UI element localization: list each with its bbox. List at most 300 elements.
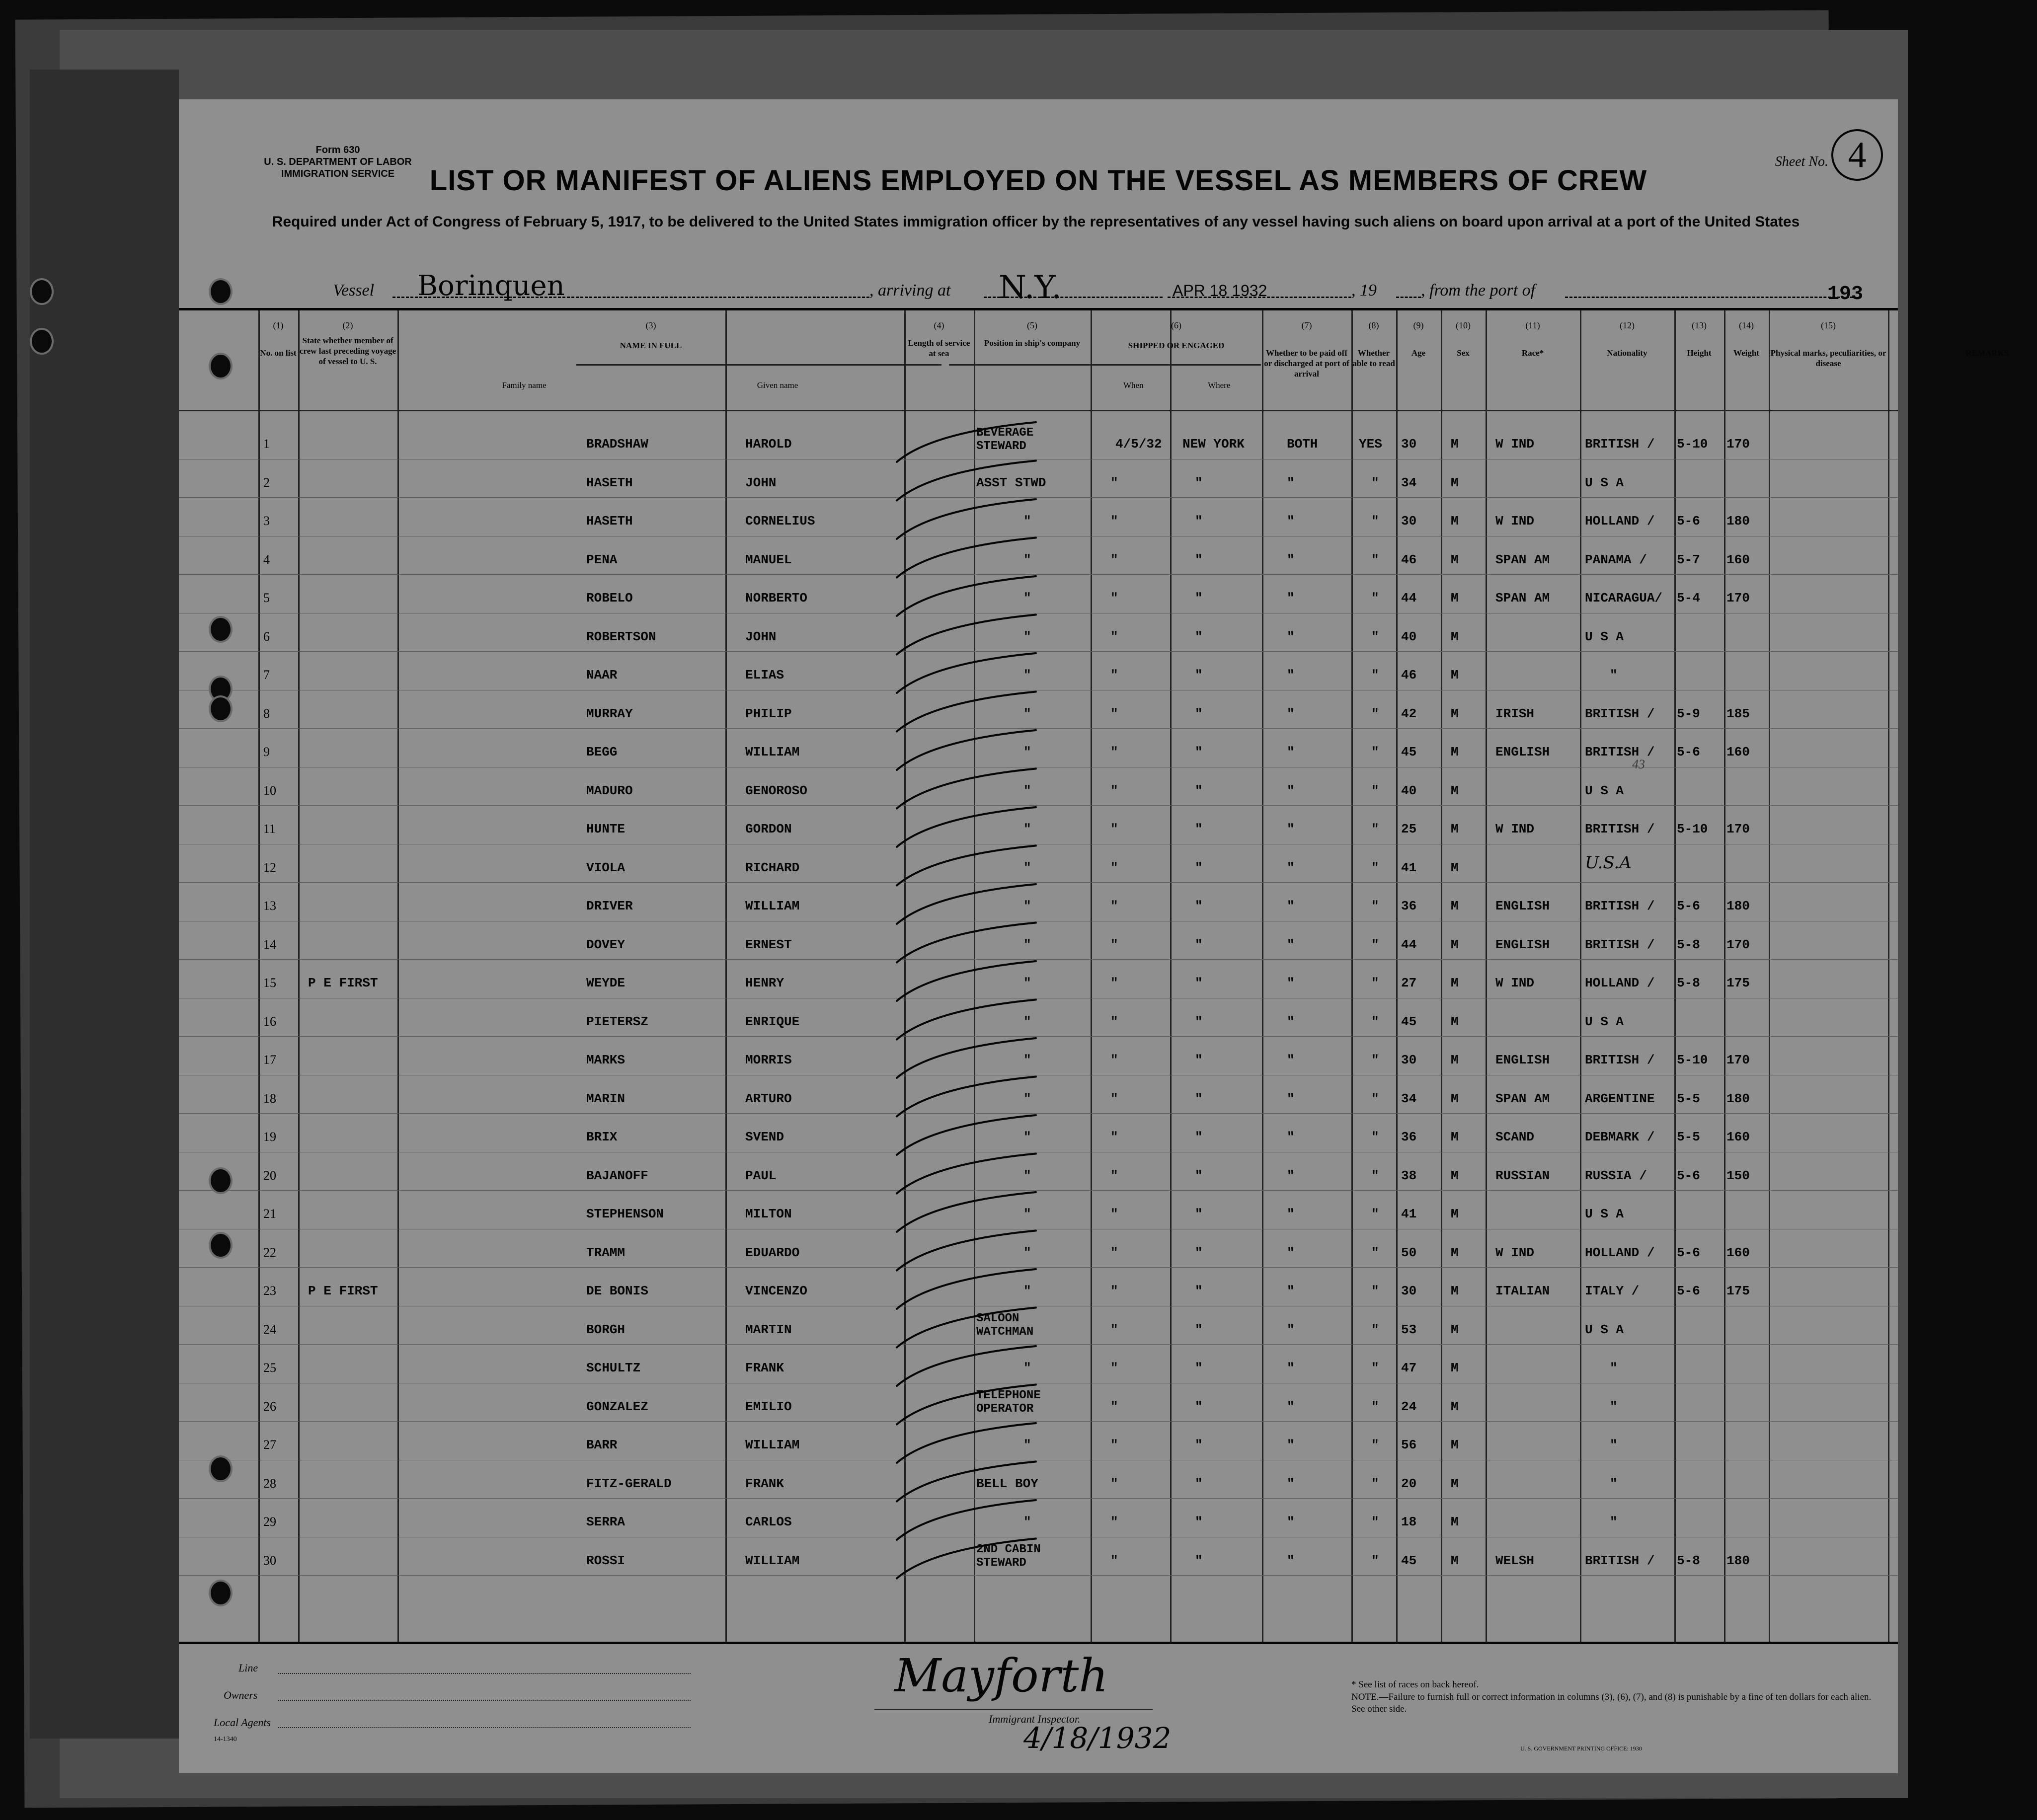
cell-when: " [1110,1130,1118,1144]
page-title: LIST OR MANIFEST OF ALIENS EMPLOYED ON THE VESSEL AS MEMBERS OF CREW [429,164,1647,197]
vessel-name: Borinquen [417,270,565,302]
cell-paid: " [1287,475,1295,490]
cell-age: 45 [1401,1553,1417,1568]
service-name: IMMIGRATION SERVICE [281,168,395,179]
cell-when: " [1110,1014,1118,1029]
cell-sex: M [1451,1168,1459,1183]
cell-family: BAJANOFF [586,1168,648,1183]
cell-read: " [1371,937,1379,952]
cell-no: 6 [263,629,270,644]
cell-nationality: ARGENTINE [1585,1091,1655,1106]
cell-read: " [1371,1361,1379,1375]
cell-weight: 180 [1726,1091,1750,1106]
cell-age: 47 [1401,1361,1417,1375]
cell-position: " [1023,668,1031,682]
cell-nationality: U S A [1585,783,1624,798]
column-subheader: Family name [502,380,547,390]
cell-family: BEGG [586,745,618,759]
cell-family: PIETERSZ [586,1014,648,1029]
cell-sex: M [1451,437,1459,452]
cell-family: VIOLA [586,860,626,875]
column-number: (9) [1413,320,1424,330]
cell-nationality: " [1610,1361,1618,1375]
cell-nationality: BRITISH / [1585,745,1655,759]
pen-stroke [897,961,1036,1001]
cell-where: " [1195,1053,1203,1067]
cell-no: 16 [263,1014,276,1029]
cell-when: " [1110,706,1118,721]
vessel-label: Vessel [333,281,375,300]
cell-paid: " [1287,629,1295,644]
cell-where: " [1195,1322,1203,1337]
cell-age: 44 [1401,591,1417,606]
cell-sex: M [1451,668,1459,682]
cell-paid: " [1287,1361,1295,1375]
from-port-underline [1565,297,1853,298]
cell-paid: " [1287,745,1295,759]
cell-nationality: NICARAGUA/ [1585,591,1663,606]
cell-family: SERRA [586,1515,626,1529]
cell-given: EMILIO [745,1399,792,1414]
cell-no: 30 [263,1553,276,1568]
cell-height: 5-9 [1677,706,1700,721]
date-stamp: APR 18 1932 [1173,282,1267,300]
cell-age: 53 [1401,1322,1417,1337]
cell-given: GORDON [745,822,792,836]
cell-height: 5-10 [1677,1053,1708,1067]
cell-family: BRADSHAW [586,437,648,452]
cell-given: FRANK [745,1476,784,1491]
punch-hole [209,1232,233,1259]
cell-paid: " [1287,591,1295,606]
cell-weight: 175 [1726,1284,1750,1298]
cell-race: W IND [1495,976,1535,990]
cell-height: 5-6 [1677,1284,1700,1298]
column-header: SHIPPED OR ENGAGED [1128,341,1225,350]
cell-paid: " [1287,1207,1295,1221]
cell-where: " [1195,1284,1203,1298]
cell-sex: M [1451,475,1459,490]
cell-where: " [1195,860,1203,875]
punch-hole [209,353,233,379]
punch-hole [209,695,233,722]
column-divider [725,310,727,1642]
cell-paid: " [1287,1014,1295,1029]
cell-race: W IND [1495,822,1535,836]
cell-height: 5-8 [1677,1553,1700,1568]
cell-family: HASETH [586,514,633,529]
cell-family: MARKS [586,1053,626,1067]
inspector-label: Immigrant Inspector. [989,1713,1081,1725]
cell-sex: M [1451,860,1459,875]
cell-family: TRAMM [586,1245,626,1260]
cell-no: 21 [263,1207,276,1221]
cell-race: SCAND [1495,1130,1535,1144]
cell-when: 4/5/32 [1115,437,1162,452]
cell-where: " [1195,1553,1203,1568]
cell-read: YES [1359,437,1382,452]
cell-when: " [1110,1091,1118,1106]
cell-race: IRISH [1495,706,1535,721]
pen-stroke [897,538,1036,578]
cell-family: BORGH [586,1322,626,1337]
cell-sex: M [1451,1284,1459,1298]
owners-dotted [278,1700,691,1701]
local-agents-label: Local Agents [214,1716,271,1729]
cell-when: " [1110,514,1118,529]
cell-where: " [1195,552,1203,567]
cell-read: " [1371,706,1379,721]
cell-where: " [1195,706,1203,721]
cell-position: " [1023,1053,1031,1067]
cell-paid: " [1287,976,1295,990]
cell-given: CORNELIUS [745,514,815,529]
cell-sex: M [1451,1399,1459,1414]
cell-position: " [1023,1438,1031,1452]
cell-paid: " [1287,860,1295,875]
cell-where: " [1195,1438,1203,1452]
cell-paid: " [1287,668,1295,682]
cell-read: " [1371,1091,1379,1106]
punch-hole [209,616,233,643]
cell-family: STEPHENSON [586,1207,664,1221]
form-code: 14-1340 [214,1736,237,1743]
cell-family: BRIX [586,1130,618,1144]
cell-position: 2ND CABIN STEWARD [976,1542,1041,1570]
left-page-strip [30,70,179,1739]
cell-nationality: U S A [1585,629,1624,644]
cell-race: ENGLISH [1495,1053,1550,1067]
cell-where: " [1195,1207,1203,1221]
column-header: Sex [1457,348,1470,358]
cell-height: 5-7 [1677,552,1700,567]
cell-read: " [1371,1515,1379,1529]
cell-read: " [1371,475,1379,490]
signature-line [874,1709,1153,1710]
cell-when: " [1110,1476,1118,1491]
cell-age: 41 [1401,1207,1417,1221]
arriving-port: N.Y. [999,269,1062,306]
cell-weight: 170 [1726,591,1750,606]
cell-family: ROBELO [586,591,633,606]
cell-given: EDUARDO [745,1245,800,1260]
pen-stroke [897,769,1036,809]
cell-sex: M [1451,1438,1459,1452]
cell-nationality: U S A [1585,1322,1624,1337]
cell-given: ELIAS [745,668,784,682]
column-divider [397,310,399,1642]
cell-when: " [1110,1438,1118,1452]
column-number: (5) [1027,320,1037,330]
cell-sex: M [1451,1245,1459,1260]
cell-sex: M [1451,1053,1459,1067]
column-header: Length of service at sea [908,338,970,358]
cell-position: " [1023,706,1031,721]
column-divider [1351,310,1353,1642]
cell-where: " [1195,1515,1203,1529]
cell-given: MARTIN [745,1322,792,1337]
cell-paid: " [1287,822,1295,836]
column-divider [1486,310,1487,1642]
cell-no: 1 [263,437,270,451]
cell-no: 3 [263,514,270,528]
form-number: Form 630 [315,145,360,155]
cell-no: 24 [263,1322,276,1337]
cell-no: 9 [263,745,270,759]
cell-nationality: U S A [1585,1014,1624,1029]
column-number: (12) [1620,320,1635,330]
cell-position: " [1023,1284,1031,1298]
cell-read: " [1371,1168,1379,1183]
cell-where: " [1195,937,1203,952]
cell-where: " [1195,1091,1203,1106]
column-number: (13) [1692,320,1707,330]
cell-given: CARLOS [745,1515,792,1529]
cell-read: " [1371,822,1379,836]
cell-position: " [1023,745,1031,759]
cell-position: " [1023,899,1031,913]
cell-race: W IND [1495,437,1535,452]
cell-race: SPAN AM [1495,1091,1550,1106]
sheet-number: 4 [1831,129,1883,181]
cell-age: 18 [1401,1515,1417,1529]
cell-position: BELL BOY [976,1476,1038,1491]
year-underline [1396,297,1421,298]
column-number: (4) [934,320,944,330]
cell-when: " [1110,1361,1118,1375]
cell-age: 41 [1401,860,1417,875]
column-divider [1170,310,1172,1642]
cell-paid: " [1287,1515,1295,1529]
cell-weight: 170 [1726,1053,1750,1067]
column-divider [1674,310,1676,1642]
cell-where: " [1195,1245,1203,1260]
pen-stroke [897,1077,1036,1117]
column-divider [1769,310,1770,1642]
cell-when: " [1110,1245,1118,1260]
inspector-signature: Mayforth [894,1649,1108,1702]
cell-position: " [1023,1014,1031,1029]
cell-when: " [1110,668,1118,682]
pen-stroke [897,884,1036,924]
cell-weight: 170 [1726,437,1750,452]
cell-when: " [1110,822,1118,836]
cell-nationality: BRITISH / [1585,706,1655,721]
column-divider [258,310,260,1642]
cell-position: " [1023,552,1031,567]
cell-given: RICHARD [745,860,800,875]
cell-where: " [1195,899,1203,913]
cell-nationality: BRITISH / [1585,1553,1655,1568]
column-number: (11) [1525,320,1540,330]
cell-nationality: U S A [1585,475,1624,490]
pen-stroke [897,461,1036,501]
cell-nationality: ITALY / [1585,1284,1640,1298]
cell-family: SCHULTZ [586,1361,641,1375]
cell-no: 28 [263,1476,276,1491]
cell-sex: M [1451,1322,1459,1337]
cell-height: 5-5 [1677,1091,1700,1106]
cell-sex: M [1451,1091,1459,1106]
cell-family: BARR [586,1438,618,1452]
cell-no: 22 [263,1245,276,1260]
cell-given: HAROLD [745,437,792,452]
cell-age: 44 [1401,937,1417,952]
cell-given: ERNEST [745,937,792,952]
cell-given: PAUL [745,1168,777,1183]
cell-age: 30 [1401,1053,1417,1067]
cell-read: " [1371,1053,1379,1067]
cell-height: 5-6 [1677,745,1700,759]
pen-stroke [897,1115,1036,1155]
column-header: Whether to be paid off or discharged at port of arrival [1264,348,1349,379]
cell-age: 56 [1401,1438,1417,1452]
cell-no: 27 [263,1438,276,1452]
cell-nationality: U S A [1585,1207,1624,1221]
column-header: Height [1687,348,1712,358]
cell-nationality: HOLLAND / [1585,1245,1655,1260]
pen-stroke [897,1192,1036,1232]
cell-read: " [1371,976,1379,990]
column-header: Weight [1733,348,1759,358]
column-divider [1441,310,1442,1642]
cell-read: " [1371,1476,1379,1491]
column-header: Age [1411,348,1426,358]
vessel-line [179,268,1898,306]
arriving-underline [984,297,1163,298]
cell-paid: " [1287,1053,1295,1067]
length-of-service-pen-strokes [887,310,1056,1642]
cell-read: " [1371,1130,1379,1144]
cell-no: 8 [263,706,270,721]
cell-height: 5-6 [1677,1245,1700,1260]
cell-where: " [1195,629,1203,644]
cell-nationality: HOLLAND / [1585,514,1655,529]
arriving-label: , arriving at [869,281,951,300]
column-header: Race* [1521,348,1544,358]
line-label: Line [238,1662,258,1674]
cell-when: " [1110,1553,1118,1568]
cell-race: W IND [1495,1245,1535,1260]
cell-race: WELSH [1495,1553,1535,1568]
cell-age: 36 [1401,1130,1417,1144]
cell-given: GENOROSO [745,783,807,798]
cell-no: 2 [263,475,270,490]
cell-position: SALOON WATCHMAN [976,1311,1034,1339]
cell-no: 29 [263,1515,276,1529]
cell-when: " [1110,937,1118,952]
cell-nationality: HOLLAND / [1585,976,1655,990]
cell-paid: " [1287,1322,1295,1337]
cell-position: " [1023,783,1031,798]
cell-family: HASETH [586,475,633,490]
cell-given: WILLIAM [745,1553,800,1568]
column-number: (1) [273,320,284,330]
cell-paid: " [1287,783,1295,798]
cell-nationality: RUSSIA / [1585,1168,1647,1183]
column-number: (14) [1739,320,1754,330]
cell-height: 5-4 [1677,591,1700,606]
cell-read: " [1371,783,1379,798]
cell-when: " [1110,1168,1118,1183]
cell-family: DE BONIS [586,1284,648,1298]
cell-paid: " [1287,552,1295,567]
cell-position: " [1023,1361,1031,1375]
pen-stroke [897,923,1036,963]
pen-stroke [897,1038,1036,1078]
cell-nationality: BRITISH / [1585,437,1655,452]
cell-read: " [1371,1014,1379,1029]
cell-read: " [1371,1245,1379,1260]
cell-paid: " [1287,1438,1295,1452]
cell-given: NORBERTO [745,591,807,606]
cell-paid: " [1287,1284,1295,1298]
cell-age: 36 [1401,899,1417,913]
cell-nationality: PANAMA / [1585,552,1647,567]
cell-family: MURRAY [586,706,633,721]
cell-position: " [1023,860,1031,875]
pen-stroke [897,730,1036,770]
cell-age: 40 [1401,629,1417,644]
cell-paid: " [1287,937,1295,952]
cell-nationality: " [1610,668,1618,682]
cell-where: " [1195,745,1203,759]
punch-hole [209,1580,233,1606]
column-header: No. on list [260,348,297,358]
cell-family: MADURO [586,783,633,798]
cell-position: " [1023,1515,1031,1529]
column-header: State whether member of crew last preceding voyage of vessel to U. S. [299,336,396,366]
pen-stroke [897,1346,1036,1386]
column-number: (10) [1456,320,1471,330]
cell-paid: " [1287,899,1295,913]
cell-paid: " [1287,1130,1295,1144]
pen-stroke [897,1269,1036,1309]
cell-family: HUNTE [586,822,626,836]
cell-paid: BOTH [1287,437,1318,452]
cell-family: ROBERTSON [586,629,656,644]
vessel-underline [392,297,869,298]
cell-weight: 185 [1726,706,1750,721]
cell-no: 4 [263,552,270,567]
cell-family: WEYDE [586,976,626,990]
cell-read: " [1371,899,1379,913]
cell-position: BEVERAGE STEWARD [976,426,1034,453]
cell-sex: M [1451,1515,1459,1529]
cell-paid: " [1287,1168,1295,1183]
punch-hole [30,328,54,355]
cell-no: 12 [263,860,276,875]
cell-given: ARTURO [745,1091,792,1106]
cell-position: " [1023,1168,1031,1183]
cell-family: GONZALEZ [586,1399,648,1414]
column-divider [1262,310,1263,1642]
agents-dotted [278,1727,691,1728]
column-number: (3) [645,320,656,330]
cell-age: 34 [1401,475,1417,490]
sheet-label: Sheet No. [1775,154,1828,169]
cell-age: 20 [1401,1476,1417,1491]
cell-given: MILTON [745,1207,792,1221]
column-header: Position in ship's company [984,338,1081,348]
penalty-note: NOTE.—Failure to furnish full or correct information in columns (3), (6), (7), and (8) is punishable by a fine of ten dollars for each alien. See other side. [1351,1692,1872,1714]
cell-sex: M [1451,552,1459,567]
pen-stroke [897,846,1036,886]
column-header: Whether able to read [1352,348,1395,368]
cell-age: 24 [1401,1399,1417,1414]
race-note: * See list of races on back hereof. [1351,1679,1479,1690]
cell-where: " [1195,1014,1203,1029]
